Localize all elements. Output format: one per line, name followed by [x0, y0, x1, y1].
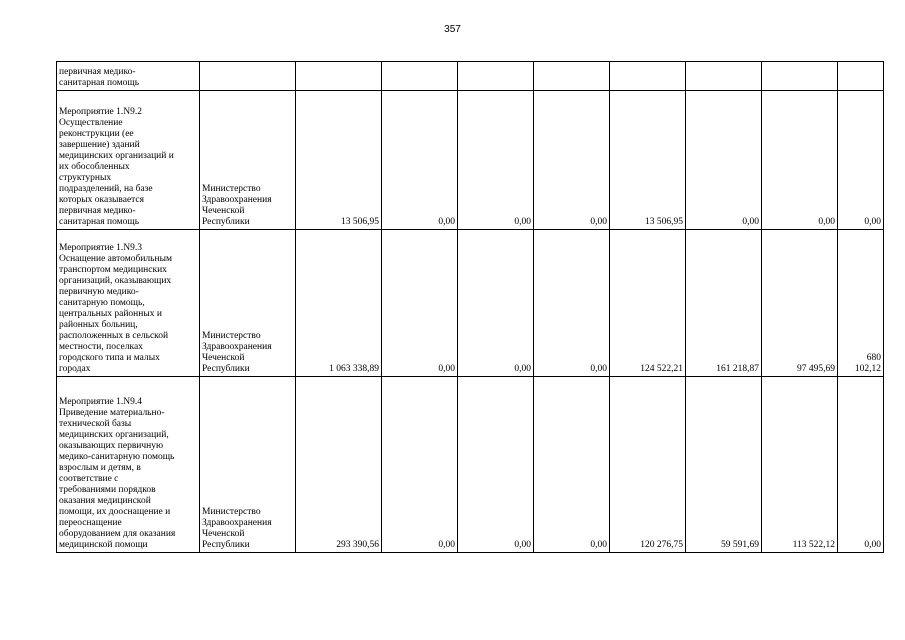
- amount-cell: [838, 62, 884, 91]
- amount-cell: 0,00: [838, 377, 884, 553]
- amount-cell: [458, 62, 534, 91]
- amount-cell: [686, 62, 762, 91]
- table-row: [57, 62, 884, 91]
- amount-cell: 0,00: [686, 91, 762, 230]
- table-row: [57, 377, 884, 553]
- amount-cell: 0,00: [382, 91, 458, 230]
- amount-cell: 0,00: [534, 91, 610, 230]
- amount-cell: 97 495,69: [762, 230, 838, 377]
- activity-name-cell: Мероприятие 1.N9.4 Приведение материально- технической базы медицинских организаций, оказывающих первичную медико-санитарную помощь взрослым и детям, в соответствие с требованиями порядков оказания медицинской помощи, их дооснащение и переоснащение оборудованием для оказания медицинской помощи: [57, 377, 200, 553]
- amount-cell: 59 591,69: [686, 377, 762, 553]
- table-row: [57, 230, 884, 377]
- amount-cell: [296, 62, 382, 91]
- amount-cell: 13 506,95: [610, 91, 686, 230]
- amount-cell: [762, 62, 838, 91]
- table-row: [57, 91, 884, 230]
- amount-cell: 0,00: [458, 377, 534, 553]
- amount-cell: [610, 62, 686, 91]
- amount-cell: 0,00: [534, 230, 610, 377]
- executor-cell: Министерство Здравоохранения Чеченской Республики: [200, 377, 296, 553]
- amount-cell: 13 506,95: [296, 91, 382, 230]
- amount-cell: 0,00: [534, 377, 610, 553]
- budget-table: [56, 61, 884, 553]
- amount-cell: [382, 62, 458, 91]
- amount-cell: [534, 62, 610, 91]
- executor-cell: Министерство Здравоохранения Чеченской Республики: [200, 91, 296, 230]
- activity-name-cell: Мероприятие 1.N9.2 Осуществление реконструкции (ее завершение) зданий медицинских организаций и их обособленных структурных подразделений, на базе которых оказывается первичная медико- санитарная помощь: [57, 91, 200, 230]
- page-number: 357: [444, 24, 461, 35]
- amount-cell: 0,00: [458, 91, 534, 230]
- amount-cell: 161 218,87: [686, 230, 762, 377]
- amount-cell: 120 276,75: [610, 377, 686, 553]
- amount-cell: 124 522,21: [610, 230, 686, 377]
- amount-cell: 0,00: [382, 377, 458, 553]
- activity-name-cell: первичная медико- санитарная помощь: [57, 62, 200, 91]
- amount-cell: 293 390,56: [296, 377, 382, 553]
- amount-cell: 680 102,12: [838, 230, 884, 377]
- amount-cell: 113 522,12: [762, 377, 838, 553]
- executor-cell: Министерство Здравоохранения Чеченской Республики: [200, 230, 296, 377]
- activity-name-cell: Мероприятие 1.N9.3 Оснащение автомобильным транспортом медицинских организаций, оказывающих первичную медико- санитарную помощь, центральных районных и районных больниц, расположенных в сельской местности, поселках городского типа и малых городах: [57, 230, 200, 377]
- amount-cell: 0,00: [838, 91, 884, 230]
- amount-cell: 1 063 338,89: [296, 230, 382, 377]
- amount-cell: 0,00: [382, 230, 458, 377]
- executor-cell: [200, 62, 296, 91]
- amount-cell: 0,00: [458, 230, 534, 377]
- amount-cell: 0,00: [762, 91, 838, 230]
